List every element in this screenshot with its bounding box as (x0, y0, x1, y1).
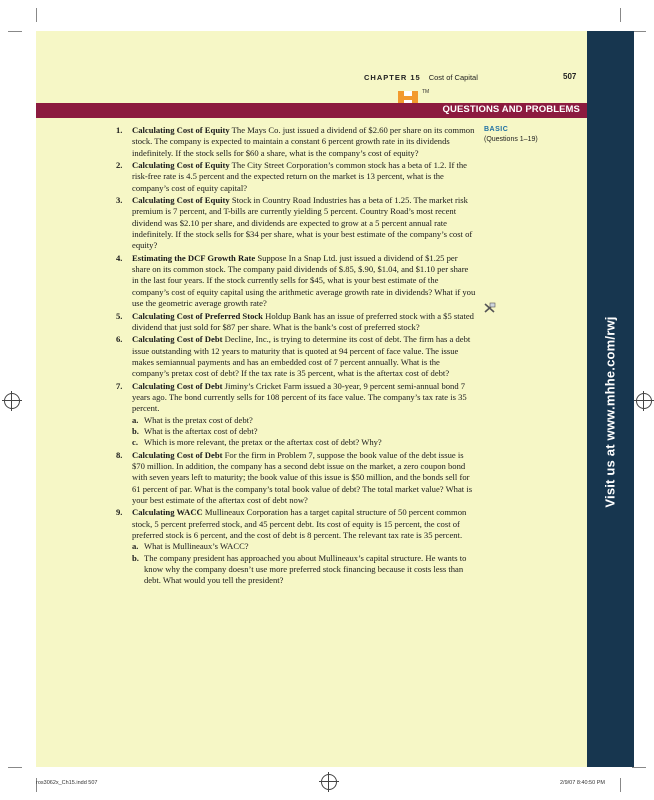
problem-title: Calculating Cost of Debt (132, 380, 223, 391)
problem-title: Calculating Cost of Equity (132, 195, 230, 206)
problem-number: 1. (116, 125, 123, 135)
subquestion-item (132, 553, 476, 587)
running-head (364, 73, 478, 82)
subquestion-item (132, 415, 476, 426)
subquestion-text: The company president has approached you about Mullineaux’s capital structure. He wants to know why the company doesn’t use more preferred stock financing because it costs less than debt. What would you tell the president? (144, 552, 467, 586)
problem-text: The Mays Co. just issued a dividend of $2.60 per share on its common stock. The company is expected to maintain a constant 6 percent growth rate in its dividends indefinitely. If the stock sells for $60 a share, what is the company’s cost of equity? (132, 125, 475, 158)
problem-title: Calculating WACC (132, 507, 203, 518)
spreadsheet-icon (484, 302, 496, 314)
problem-number: 6. (116, 334, 123, 345)
problem-text: The City Street Corporation’s common stock has a beta of 1.2. If the risk-free rate is 4.5 percent and the expected return on the market is 13 percent, what is the company’s cost of equity capital? (132, 160, 467, 193)
subquestion-letter: a. (132, 541, 139, 552)
subquestion-letter: c. (132, 437, 138, 448)
subquestion-text: Which is more relevant, the pretax or the aftertax cost of debt? Why? (144, 437, 382, 448)
problem-item (116, 507, 476, 586)
slug-left: ros3062x_Ch15.indd 507 (36, 780, 98, 786)
problem-item (116, 253, 476, 310)
problem-text: Jiminy’s Cricket Farm issued a 30-year, 9 percent semi-annual bond 7 years ago. The bond currently sells for 108 percent of its face value. The company’s tax rate is 35 percent. (132, 380, 467, 414)
crop-mark (8, 31, 22, 32)
problem-number: 5. (116, 310, 123, 321)
problem-item (116, 334, 476, 379)
trademark-mark: TM (422, 89, 430, 95)
registration-mark-icon (636, 393, 652, 409)
problem-item (116, 160, 476, 194)
problem-title: Estimating the DCF Growth Rate (132, 252, 256, 263)
problem-text: Suppose In a Snap Ltd. just issued a dividend of $1.25 per share on its common stock. The company paid dividends of $.85, $.90, $1.04, and $1.10 per share in the last four years. If the stock currently sells for $45, what is your best estimate of the company’s cost of equity capital using the arithmetic average growth rate in dividends? What if you use the geometric average growth rate? (132, 252, 476, 309)
problem-number: 3. (116, 195, 123, 206)
subquestion-item (132, 426, 476, 437)
banner-title: QUESTIONS AND PROBLEMS (442, 104, 580, 115)
problem-title: Calculating Cost of Equity (132, 125, 230, 135)
crop-mark (632, 767, 646, 768)
problem-item (116, 450, 476, 507)
registration-mark-icon (321, 774, 337, 790)
subquestion-letter: b. (132, 425, 139, 436)
registration-mark-icon (4, 393, 20, 409)
crop-mark (620, 8, 621, 22)
sidebar-url-text: Visit us at www.mhhe.com/rwj (602, 316, 618, 508)
subquestion-item (132, 437, 476, 448)
problem-number: 9. (116, 507, 123, 518)
problem-item (116, 381, 476, 449)
problem-item (116, 125, 476, 159)
problem-text: Stock in Country Road Industries has a beta of 1.25. The market risk premium is 7 percent, and T-bills are currently yielding 5 percent. Country Road’s most recent dividend was $2.10 per share, and dividends are expected to grow at a 5 percent annual rate indefinitely. If the stock sells for $34 per share, what is your best estimate of the company’s cost of equity? (132, 195, 473, 251)
problem-title: Calculating Cost of Debt (132, 334, 223, 345)
slug-right: 2/9/07 8:40:50 PM (560, 780, 605, 786)
problem-number: 2. (116, 160, 123, 171)
crop-mark (632, 31, 646, 32)
subquestion-list (132, 415, 476, 449)
page-number: 507 (563, 72, 577, 81)
basic-range: (Questions 1–19) (484, 136, 538, 143)
problem-number: 7. (116, 380, 123, 391)
subquestion-text: What is Mullineaux’s WACC? (144, 541, 249, 552)
section-title: Cost of Capital (428, 73, 478, 82)
section-banner (36, 103, 587, 118)
subquestion-list (132, 541, 476, 586)
crop-mark (36, 8, 37, 22)
problem-text: Decline, Inc., is trying to determine its cost of debt. The firm has a debt issue outstanding with 12 years to maturity that is quoted at 94 percent of face value. The issue makes semiannual payments and has an embedded cost of 7 percent annually. What is the company’s pretax cost of debt? If the tax rate is 35 percent, what is the aftertax cost of debt? (132, 334, 471, 379)
problem-list (116, 125, 476, 588)
crop-mark (8, 767, 22, 768)
problem-number: 4. (116, 252, 123, 263)
subquestion-item (132, 541, 476, 552)
subquestion-letter: b. (132, 552, 139, 563)
problem-text: For the firm in Problem 7, suppose the book value of the debt issue is $70 million. In addition, the company has a second debt issue on the market, a zero coupon bond with seven years left to maturity; the book value of this issue is $50 million, and the bonds sell for 61 percent of par. What is the company’s total book value of debt? The total market value? What is your best estimate of the aftertax cost of debt now? (132, 449, 473, 505)
problem-title: Calculating Cost of Preferred Stock (132, 310, 263, 321)
problem-number: 8. (116, 449, 123, 460)
problem-title: Calculating Cost of Equity (132, 160, 230, 171)
basic-label: BASIC (484, 126, 509, 133)
problem-item (116, 311, 476, 334)
crop-mark (620, 778, 621, 792)
subquestion-letter: a. (132, 414, 139, 425)
chapter-label: CHAPTER 15 (364, 73, 421, 82)
problem-title: Calculating Cost of Debt (132, 449, 223, 460)
problem-item (116, 195, 476, 252)
problem-text: Mullineaux Corporation has a target capital structure of 50 percent common stock, 5 percent preferred stock, and 45 percent debt. Its cost of equity is 15 percent, the cost of preferred stock is 6 percent, and the cost of debt is 8 percent. The relevant tax rate is 35 percent. (132, 507, 467, 541)
problem-text: Holdup Bank has an issue of preferred stock with a $5 stated dividend that just sold for $87 per share. What is the bank’s cost of preferred stock? (132, 310, 474, 332)
subquestion-text: What is the aftertax cost of debt? (144, 425, 258, 436)
subquestion-text: What is the pretax cost of debt? (144, 414, 253, 425)
difficulty-label (484, 126, 538, 143)
